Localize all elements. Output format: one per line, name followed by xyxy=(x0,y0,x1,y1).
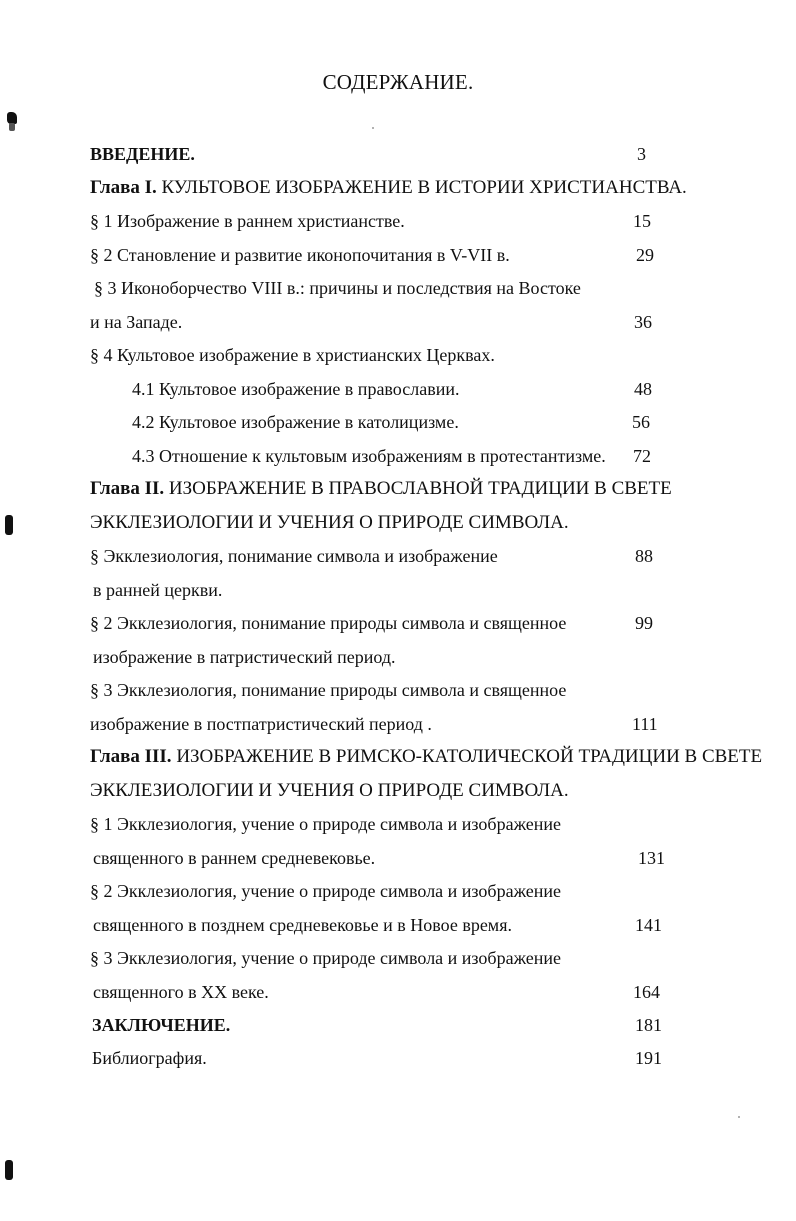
toc-page-number: 181 xyxy=(635,1015,662,1035)
toc-chapter-3 xyxy=(90,746,762,768)
toc-entry-section: § 2 Экклезиология, учение о природе символа и изображение xyxy=(90,881,562,901)
chapter-title: ИЗОБРАЖЕНИЕ В ПРАВОСЛАВНОЙ ТРАДИЦИИ В СВЕТЕ xyxy=(164,478,672,499)
toc-entry-section-continuation: и на Западе. xyxy=(90,312,183,332)
toc-entry-section-continuation: священного в позднем средневековье и в Новое время. xyxy=(93,915,512,935)
binding-hole-mark-middle xyxy=(5,515,13,535)
chapter-title: ИЗОБРАЖЕНИЕ В РИМСКО-КАТОЛИЧЕСКОЙ ТРАДИЦИИ В СВЕТЕ xyxy=(171,746,763,767)
toc-entry-section: § 1 Изображение в раннем христианстве. xyxy=(90,211,405,231)
toc-entry-section: § 3 Иконоборчество VIII в.: причины и последствия на Востоке xyxy=(94,278,581,298)
toc-entry-subsection: 4.3 Отношение к культовым изображениям в протестантизме. xyxy=(132,446,606,466)
toc-entry-section-continuation: в ранней церкви. xyxy=(93,580,223,600)
toc-entry-conclusion xyxy=(92,1014,230,1036)
toc-chapter-3-continuation: ЭККЛЕЗИОЛОГИИ И УЧЕНИЯ О ПРИРОДЕ СИМВОЛА. xyxy=(90,780,569,801)
toc-entry-section: § 3 Экклезиология, учение о природе символа и изображение xyxy=(90,948,562,968)
toc-page-number: 36 xyxy=(634,312,652,332)
toc-page-number: 141 xyxy=(635,915,662,935)
toc-page-number: 56 xyxy=(632,412,650,432)
toc-entry-section-continuation: священного в раннем средневековье. xyxy=(93,848,376,868)
binding-hole-mark-bottom xyxy=(5,1160,13,1180)
toc-entry-section-continuation: священного в XX веке. xyxy=(93,982,269,1002)
toc-entry-section-continuation: изображение в постпатристический период . xyxy=(90,714,432,734)
toc-chapter-2-continuation: ЭККЛЕЗИОЛОГИИ И УЧЕНИЯ О ПРИРОДЕ СИМВОЛА. xyxy=(90,512,569,533)
toc-entry-introduction xyxy=(90,143,195,165)
toc-page-number: 191 xyxy=(635,1048,662,1068)
toc-page-number: 164 xyxy=(633,982,660,1002)
toc-page-number: 99 xyxy=(635,613,653,633)
toc-entry-section: § 3 Экклезиология, понимание природы символа и священное xyxy=(90,680,567,700)
toc-entry-bibliography: Библиография. xyxy=(92,1048,207,1068)
toc-page-number: 111 xyxy=(632,714,658,734)
toc-page-number: 3 xyxy=(637,144,646,164)
toc-chapter-1 xyxy=(90,177,687,199)
toc-entry-section: § 2 Экклезиология, понимание природы символа и священное xyxy=(90,613,567,633)
toc-entry-section: § 2 Становление и развитие иконопочитания в V-VII в. xyxy=(90,245,510,265)
toc-entry-subsection: 4.1 Культовое изображение в православии. xyxy=(132,379,460,399)
chapter-prefix: Глава II. xyxy=(90,478,165,499)
toc-entry-label: ВВЕДЕНИЕ. xyxy=(90,144,195,164)
chapter-prefix: Глава I. xyxy=(90,177,157,198)
toc-page-number: 48 xyxy=(634,379,652,399)
toc-page-number: 131 xyxy=(638,848,665,868)
toc-entry-section: § 1 Экклезиология, учение о природе символа и изображение xyxy=(90,814,562,834)
toc-page-number: 88 xyxy=(635,546,653,566)
scan-mark-top-tail xyxy=(9,123,15,131)
scan-speck xyxy=(738,1116,740,1118)
chapter-title: КУЛЬТОВОЕ ИЗОБРАЖЕНИЕ В ИСТОРИИ ХРИСТИАНСТВА. xyxy=(156,177,687,198)
scan-speck xyxy=(372,127,374,129)
toc-entry-section: § Экклезиология, понимание символа и изображение xyxy=(90,546,498,566)
toc-chapter-2 xyxy=(90,478,672,500)
chapter-prefix: Глава III. xyxy=(90,746,172,767)
toc-page-number: 72 xyxy=(633,446,651,466)
document-title: СОДЕРЖАНИЕ. xyxy=(322,70,474,94)
toc-entry-section-continuation: изображение в патристический период. xyxy=(93,647,396,667)
toc-entry-section: § 4 Культовое изображение в христианских Церквах. xyxy=(90,345,495,365)
toc-page-number: 15 xyxy=(633,211,651,231)
toc-page-number: 29 xyxy=(636,245,654,265)
toc-entry-subsection: 4.2 Культовое изображение в католицизме. xyxy=(132,412,459,432)
toc-entry-label: ЗАКЛЮЧЕНИЕ. xyxy=(92,1015,231,1035)
